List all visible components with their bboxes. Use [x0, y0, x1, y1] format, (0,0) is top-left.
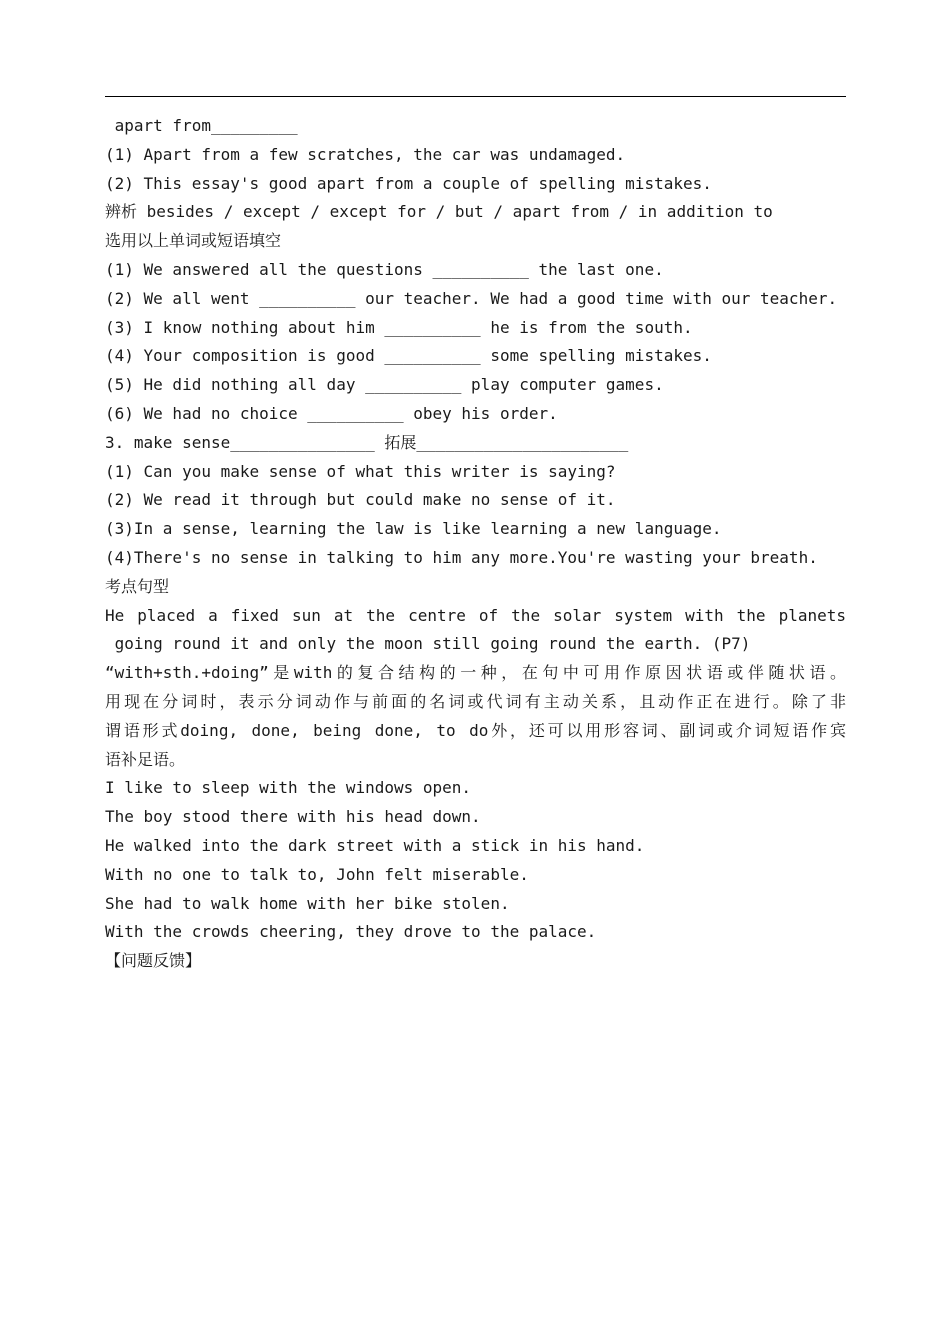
- exercise-item: (1) We answered all the questions __________ the last one.: [105, 259, 664, 279]
- example-sentence: With no one to talk to, John felt miserable.: [105, 864, 529, 884]
- grammar-explanation-line: 用现在分词时，表示分词动作与前面的名词或代词有主动关系，且动作正在进行。除了非: [105, 691, 846, 711]
- example-sentence: I like to sleep with the windows open.: [105, 778, 472, 798]
- document-body: [105, 112, 846, 976]
- phrase-heading-apart-from: apart from_________: [105, 116, 298, 135]
- example-sentence: (1) Can you make sense of what this writer is saying?: [105, 461, 616, 481]
- discrimination-heading: 辨析 besides / except / except for / but / apart from / in addition to: [105, 202, 773, 222]
- section-heading-feedback: 【问题反馈】: [105, 951, 202, 971]
- header-rule: [105, 96, 846, 97]
- example-sentence: She had to walk home with her bike stolen.: [105, 893, 510, 913]
- exercise-item: (3) I know nothing about him __________ he is from the south.: [105, 317, 693, 337]
- grammar-explanation-line: 谓语形式doing, done, being done, to do外，还可以用形容词、副词或介词短语作宾: [105, 720, 846, 740]
- example-sentence: (4)There's no sense in talking to him any more.You're wasting your breath.: [105, 547, 818, 567]
- exercise-item: (6) We had no choice __________ obey his order.: [105, 403, 558, 423]
- example-sentence: With the crowds cheering, they drove to the palace.: [105, 922, 597, 942]
- key-sentence-line: going round it and only the moon still going round the earth. (P7): [105, 634, 751, 654]
- exercise-item: (2) We all went __________ our teacher. We had a good time with our teacher.: [105, 288, 838, 308]
- exercise-item: (5) He did nothing all day __________ play computer games.: [105, 375, 664, 395]
- section-heading-key-sentence: 考点句型: [105, 576, 170, 596]
- exercise-item: (4) Your composition is good __________ some spelling mistakes.: [105, 346, 712, 366]
- example-sentence: He walked into the dark street with a stick in his hand.: [105, 835, 645, 855]
- example-sentence: (1) Apart from a few scratches, the car was undamaged.: [105, 144, 626, 164]
- example-sentence: (3)In a sense, learning the law is like learning a new language.: [105, 519, 722, 539]
- example-sentence: (2) This essay's good apart from a couple of spelling mistakes.: [105, 173, 712, 193]
- example-sentence: (2) We read it through but could make no sense of it.: [105, 490, 616, 510]
- grammar-explanation-line: 语补足语。: [105, 749, 186, 769]
- key-sentence-line: He placed a fixed sun at the centre of the solar system with the planets: [105, 605, 846, 625]
- exercise-instruction: 选用以上单词或短语填空: [105, 231, 282, 251]
- grammar-explanation-line: “with+sth.+doing”是with的复合结构的一种，在句中可用作原因状语或伴随状语。: [105, 663, 846, 683]
- phrase-heading-make-sense: 3. make sense_______________ 拓展______________________: [105, 432, 629, 452]
- example-sentence: The boy stood there with his head down.: [105, 807, 481, 827]
